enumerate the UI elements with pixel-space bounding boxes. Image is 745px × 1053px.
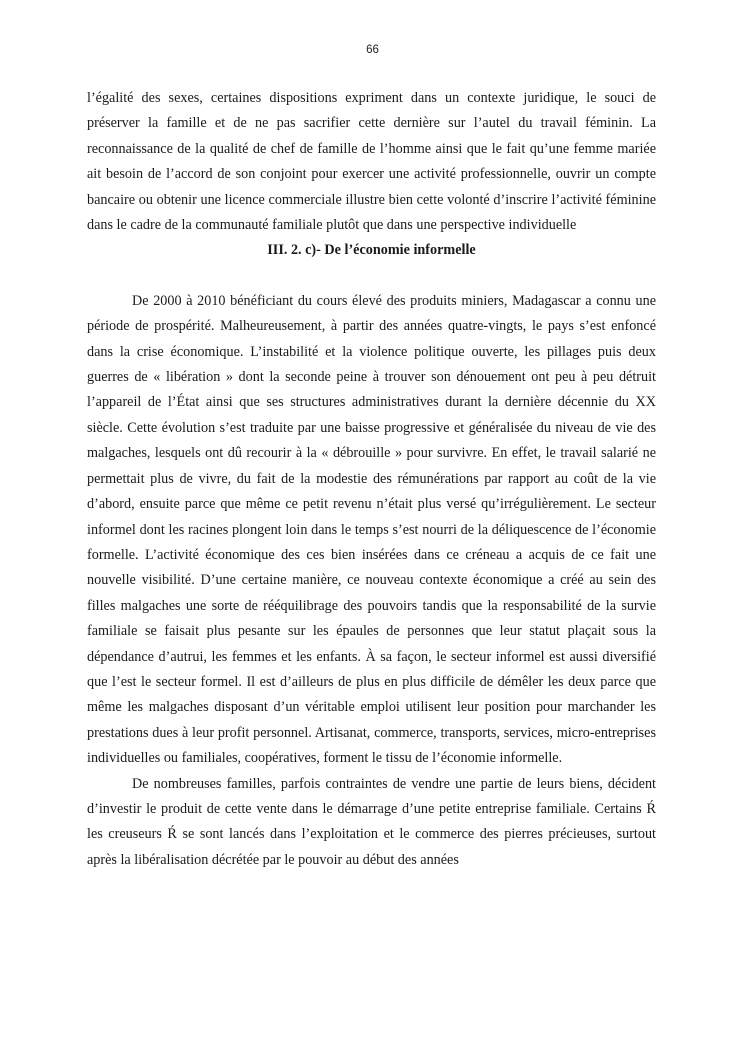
section-heading: III. 2. c)- De l’économie informelle xyxy=(267,242,476,259)
paragraph-family-businesses: De nombreuses familles, parfois contraintes de vendre une partie de leurs biens, décident d’investir le produit de cette vente dans le démarrage d’une petite entreprise familiale. Certains Ŕ les creuseurs Ŕ se sont lancés dans l’exploitation et le commerce des pierres précieuses, surtout après la libéralisation décrétée par le pouvoir au début des années xyxy=(87,775,656,868)
paragraph-informal-economy: De 2000 à 2010 bénéficiant du cours élevé des produits miniers, Madagascar a connu une période de prospérité. Malheureusement, à partir des années quatre-vingts, le pays s’est enfoncé dans la crise économique. L’instabilité et la violence politique ouverte, les pillages puis deux guerres de « libération » dont la seconde peine à trouver son dénouement ont peu à peu détruit l’appareil de l’État ainsi que ses structures administratives durant la dernière décennie du XX siècle. Cette évolution s’est traduite par une baisse progressive et généralisée du niveau de vie des malgaches, lesquels ont dû recourir à la « débrouille » pour survivre. En effet, le travail salarié ne permettait plus de vivre, du fait de la modestie des rémunérations par rapport au coût de la vie d’abord, ensuite parce que même ce petit revenu n’était plus versé qu’irrégulièrement. Le secteur informel dont les racines plongent loin dans le temps s’est nourri de la déliquescence de l’économie formelle. L’activité économique des ces bien insérées dans ce créneau a acquis de ce fait une nouvelle visibilité. D’une certaine manière, ce nouveau contexte économique a créé au sein des filles malgaches une sorte de rééquilibrage des pouvoirs tandis que la responsabilité de la survie familiale se faisait plus pesante sur les épaules de personnes que leur statut plaçait sous la dépendance d’autrui, les femmes et les enfants. À sa façon, le secteur informel est aussi diversifié que l’est le secteur formel. Il est d’ailleurs de plus en plus difficile de démêler les deux parce que même les malgaches disposant d’un véritable emploi utilisent leur position pour marchander les prestations dues à leur profit personnel. Artisanat, commerce, transports, services, micro-entreprises individuelles ou familiales, coopératives, forment le tissu de l’économie informelle. xyxy=(87,292,656,767)
body-text xyxy=(87,86,656,873)
paragraph-family-law: l’égalité des sexes, certaines dispositions expriment dans un contexte juridique, le souci de préserver la famille et de ne pas sacrifier cette dernière sur l’autel du travail féminin. La reconnaissance de la qualité de chef de famille de l’homme ainsi que le fait qu’une femme mariée ait besoin de l’accord de son conjoint pour exercer une activité professionnelle, ouvrir un compte bancaire ou obtenir une licence commerciale illustre bien cette volonté d’inscrire l’activité féminine dans le cadre de la communauté familiale plutôt que dans une perspective individuelle xyxy=(87,90,656,234)
page-number: 66 xyxy=(366,44,379,56)
